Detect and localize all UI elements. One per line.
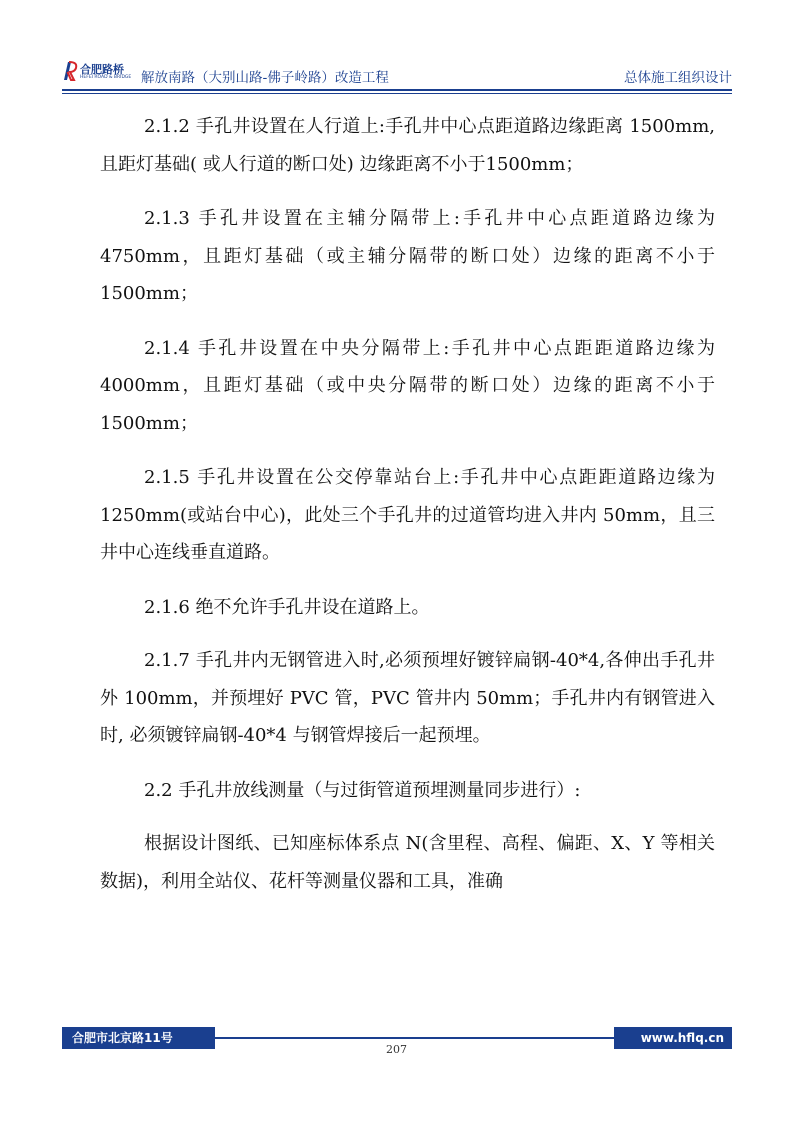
paragraph-2-1-7: 2.1.7 手孔井内无钢管进入时,必须预埋好镀锌扁钢-40*4,各伸出手孔井外 100mm，并预埋好 PVC 管，PVC 管井内 50mm；手孔井内有钢管进入时, 必须镀锌扁钢-40*4 与钢管焊接后一起预埋。 (100, 650, 715, 746)
project-title: 解放南路（大别山路-佛子岭路）改造工程 (141, 70, 389, 86)
header-rule-thin (62, 93, 732, 94)
page-header (62, 60, 732, 86)
document-section: 总体施工组织设计 (624, 70, 732, 86)
logo-mark-icon (62, 60, 78, 82)
logo-text-en: HEFEI ROAD & BRIDGE (80, 75, 132, 80)
paragraph-2-2-heading: 2.2 手孔井放线测量（与过街管道预埋测量同步进行）: (144, 779, 581, 801)
footer-rule (215, 1037, 614, 1039)
footer-website: www.hflq.cn (614, 1027, 732, 1049)
logo-text-cn: 合肥路桥 (80, 63, 124, 76)
paragraph-survey: 根据设计图纸、已知座标体系点 N(含里程、高程、偏距、X、Y 等相关数据)，利用全站仪、花杆等测量仪器和工具，准确 (100, 833, 715, 892)
paragraph-2-1-4: 2.1.4 手孔井设置在中央分隔带上:手孔井中心点距距道路边缘为 4000mm，且距灯基础（或中央分隔带的断口处）边缘的距离不小于 1500mm； (100, 337, 715, 434)
footer-address: 合肥市北京路11号 (62, 1027, 215, 1049)
header-rule (62, 89, 732, 91)
document-body (100, 108, 715, 917)
company-logo (62, 60, 142, 84)
paragraph-2-1-3: 2.1.3 手孔井设置在主辅分隔带上:手孔井中心点距道路边缘为 4750mm，且距灯基础（或主辅分隔带的断口处）边缘的距离不小于 1500mm； (100, 208, 715, 304)
paragraph-2-1-5: 2.1.5 手孔井设置在公交停靠站台上:手孔井中心点距距道路边缘为 1250mm(或站台中心)，此处三个手孔井的过道管均进入井内 50mm，且三井中心连线垂直道路。 (100, 467, 715, 563)
paragraph-2-1-2: 2.1.2 手孔井设置在人行道上:手孔井中心点距道路边缘距离 1500mm, 且距灯基础( 或人行道的断口处) 边缘距离不小于1500mm； (100, 116, 715, 175)
paragraph-2-1-6: 2.1.6 绝不允许手孔井设在道路上。 (144, 596, 430, 618)
page-number: 207 (386, 1043, 407, 1056)
